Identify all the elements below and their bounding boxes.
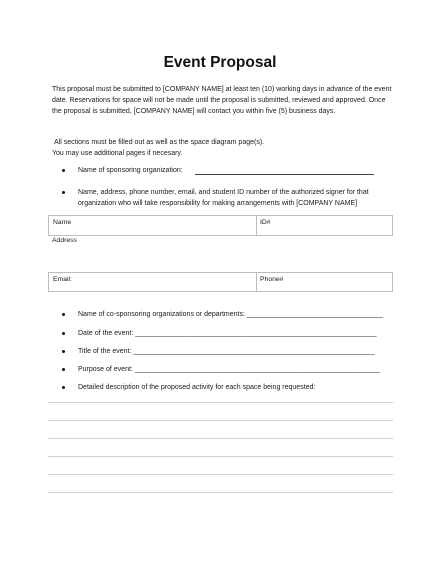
event-date-field[interactable]: Date of the event: ______________________________________________________________ [78,330,377,337]
sponsoring-org-label: Name of sponsoring organization: [78,167,183,174]
event-purpose-field[interactable]: Purpose of event: _______________________________________________________________ [78,366,381,373]
cell-divider [256,216,257,235]
sponsoring-org-field[interactable] [195,174,374,175]
name-id-box [48,215,393,236]
bullet-icon [62,169,65,172]
writing-line[interactable] [48,474,393,475]
bullet-icon [62,350,65,353]
bullet-icon [62,191,65,194]
address-label: Address [52,237,77,244]
writing-line[interactable] [48,492,393,493]
id-field-label: ID# [260,219,271,226]
instruction-line: You may use additional pages if necesary. [52,150,183,157]
writing-line[interactable] [48,420,393,421]
bullet-icon [62,313,65,316]
co-sponsor-field[interactable]: Name of co-sponsoring organizations or departments: ___________________________________ [78,311,384,318]
writing-line[interactable] [48,456,393,457]
bullet-icon [62,332,65,335]
writing-line[interactable] [48,402,393,403]
event-title-field[interactable]: Title of the event: ______________________________________________________________ [78,348,375,355]
email-phone-box [48,272,393,292]
description-label: Detailed description of the proposed activity for each space being requested: [78,384,316,391]
bullet-icon [62,368,65,371]
writing-line[interactable] [48,438,393,439]
instruction-line: All sections must be filled out as well as the space diagram page(s). [54,139,265,146]
signer-item [62,187,392,209]
phone-field-label: Phone# [260,276,284,283]
instructions [52,137,392,159]
bullet-icon [62,386,65,389]
signer-label: Name, address, phone number, email, and student ID number of the authorized signer for that organization who will take responsibility for making arrangements with [COMPANY NAME] [78,189,369,207]
cell-divider [256,273,257,291]
intro-paragraph: This proposal must be submitted to [COMPANY NAME] at least ten (10) working days in advance of the event date. Reservations for space will not be made until the proposal is submitted, reviewed and approved. Once the proposal is submitted, [COMPANY NAME] will contact you within five (5) business days. [52,86,392,115]
name-field-label: Name [53,219,72,226]
email-field-label: Email: [53,276,72,283]
document-title: Event Proposal [163,54,277,71]
